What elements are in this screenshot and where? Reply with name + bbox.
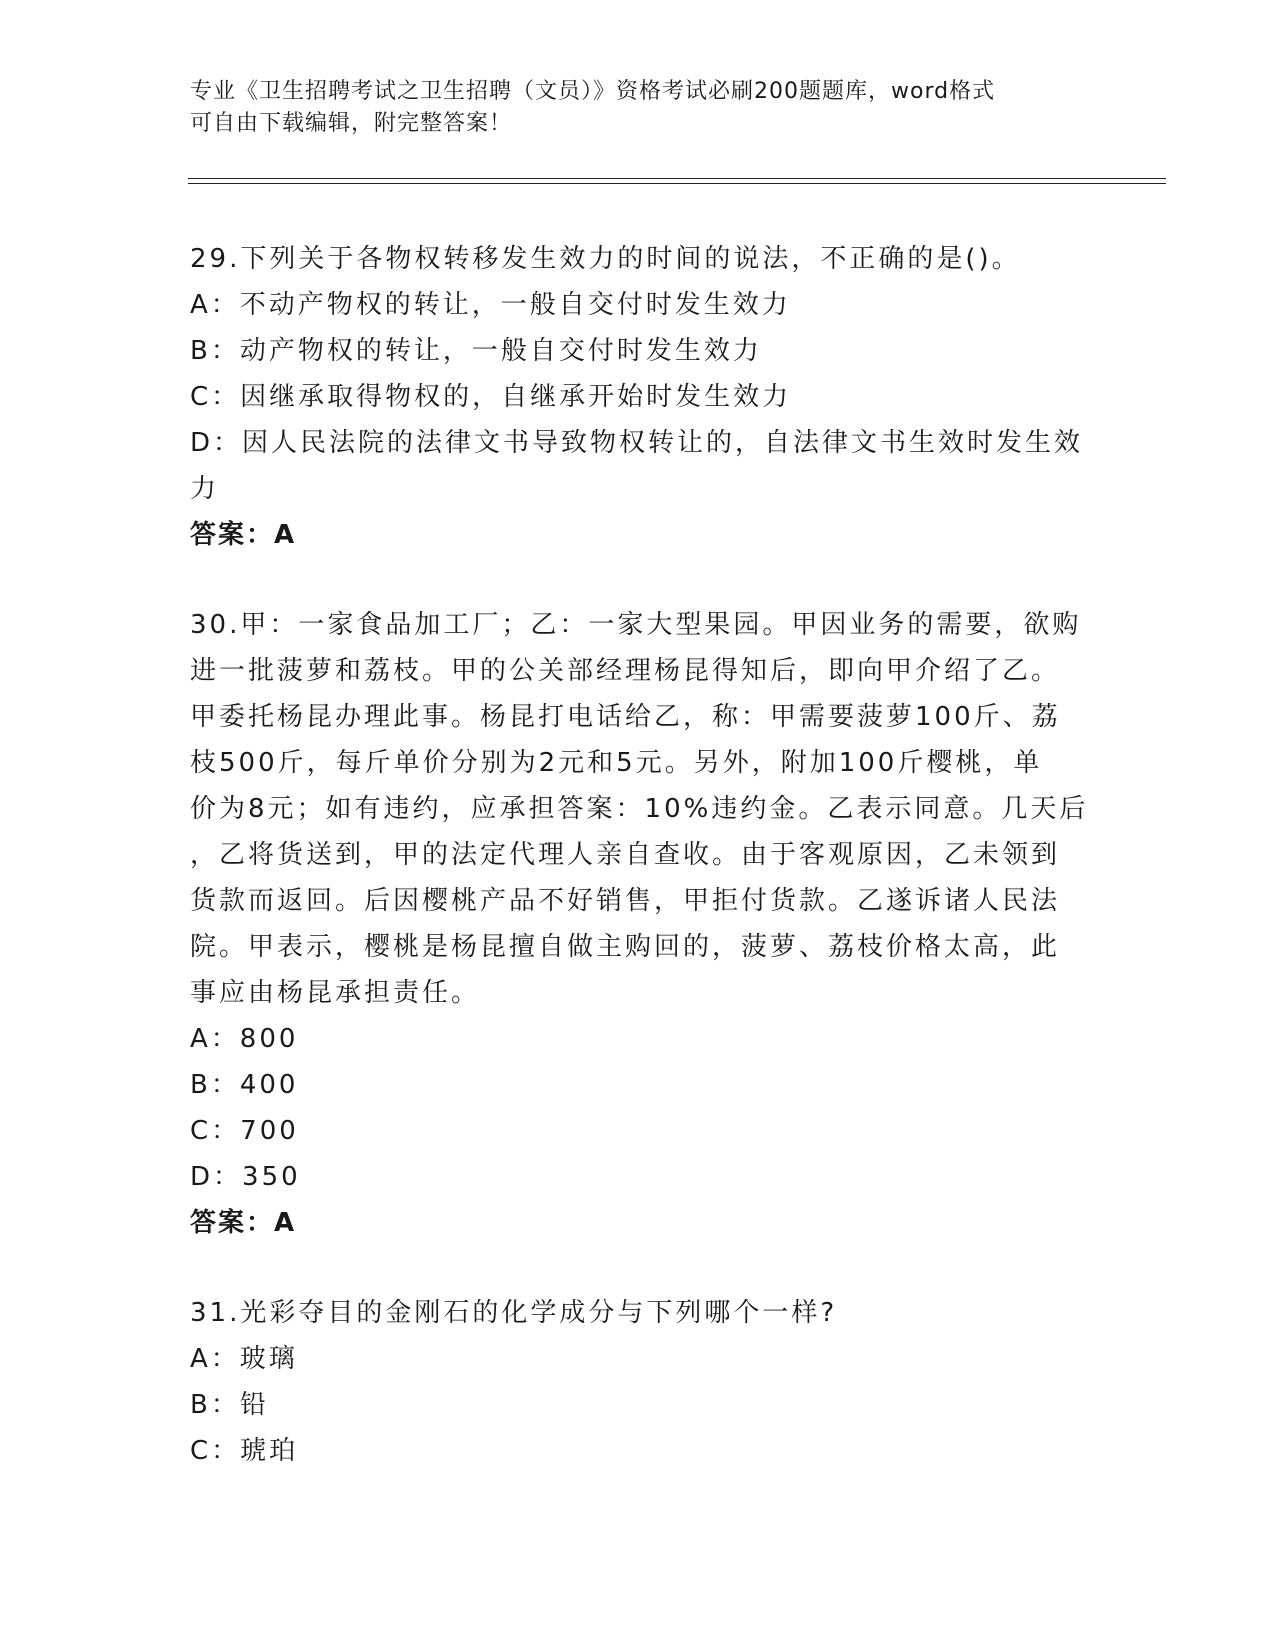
question-spacer bbox=[190, 1246, 1090, 1290]
option-a: A：800 bbox=[190, 1024, 299, 1054]
question-stem: 30.甲：一家食品加工厂；乙：一家大型果园。甲因业务的需要，欲购 bbox=[190, 610, 1082, 640]
question-stem-continued: 货款而返回。后因樱桃产品不好销售，甲拒付货款。乙遂诉诸人民法 bbox=[190, 886, 1061, 916]
page-header bbox=[190, 76, 1090, 140]
option-d: D：350 bbox=[190, 1162, 301, 1192]
option-c: C：700 bbox=[190, 1116, 299, 1146]
question-stem-continued: ，乙将货送到，甲的法定代理人亲自查收。由于客观原因，乙未领到 bbox=[190, 840, 1061, 870]
question-stem-continued: 甲委托杨昆办理此事。杨昆打电话给乙，称：甲需要菠萝100斤、荔 bbox=[190, 702, 1061, 732]
answer-label: 答案：A bbox=[190, 1208, 297, 1238]
question-stem-continued: 价为8元；如有违约，应承担答案：10%违约金。乙表示同意。几天后 bbox=[190, 794, 1089, 824]
question-stem: 29.下列关于各物权转移发生效力的时间的说法，不正确的是()。 bbox=[190, 244, 1021, 274]
option-a: A：玻璃 bbox=[190, 1344, 298, 1374]
option-c: C：琥珀 bbox=[190, 1436, 299, 1466]
answer-label: 答案：A bbox=[190, 520, 297, 550]
question-spacer bbox=[190, 558, 1090, 602]
header-line: 可自由下载编辑，附完整答案！ bbox=[190, 111, 513, 136]
header-line: 专业《卫生招聘考试之卫生招聘（文员）》资格考试必刷200题题库，word格式 bbox=[190, 79, 996, 104]
option-b: B：400 bbox=[190, 1070, 299, 1100]
question-stem-continued: 进一批菠萝和荔枝。甲的公关部经理杨昆得知后，即向甲介绍了乙。 bbox=[190, 656, 1061, 686]
question-stem-continued: 枝500斤，每斤单价分别为2元和5元。另外，附加100斤樱桃，单 bbox=[190, 748, 1043, 778]
option-a: A：不动产物权的转让，一般自交付时发生效力 bbox=[190, 290, 791, 320]
question-block bbox=[190, 1290, 1090, 1474]
question-block bbox=[190, 236, 1090, 558]
question-stem-continued: 院。甲表示，樱桃是杨昆擅自做主购回的，菠萝、荔枝价格太高，此 bbox=[190, 932, 1061, 962]
question-stem: 31.光彩夺目的金刚石的化学成分与下列哪个一样? bbox=[190, 1298, 838, 1328]
option-d-continued: 力 bbox=[190, 474, 220, 504]
option-b: B：动产物权的转让，一般自交付时发生效力 bbox=[190, 336, 762, 366]
question-block bbox=[190, 602, 1090, 1246]
question-stem-continued: 事应由杨昆承担责任。 bbox=[190, 978, 481, 1008]
question-list bbox=[190, 236, 1090, 1474]
header-divider bbox=[188, 178, 1166, 179]
option-c: C：因继承取得物权的，自继承开始时发生效力 bbox=[190, 382, 792, 412]
option-d: D：因人民法院的法律文书导致物权转让的，自法律文书生效时发生效 bbox=[190, 428, 1084, 458]
option-b: B：铅 bbox=[190, 1390, 269, 1420]
header-divider bbox=[188, 183, 1166, 184]
